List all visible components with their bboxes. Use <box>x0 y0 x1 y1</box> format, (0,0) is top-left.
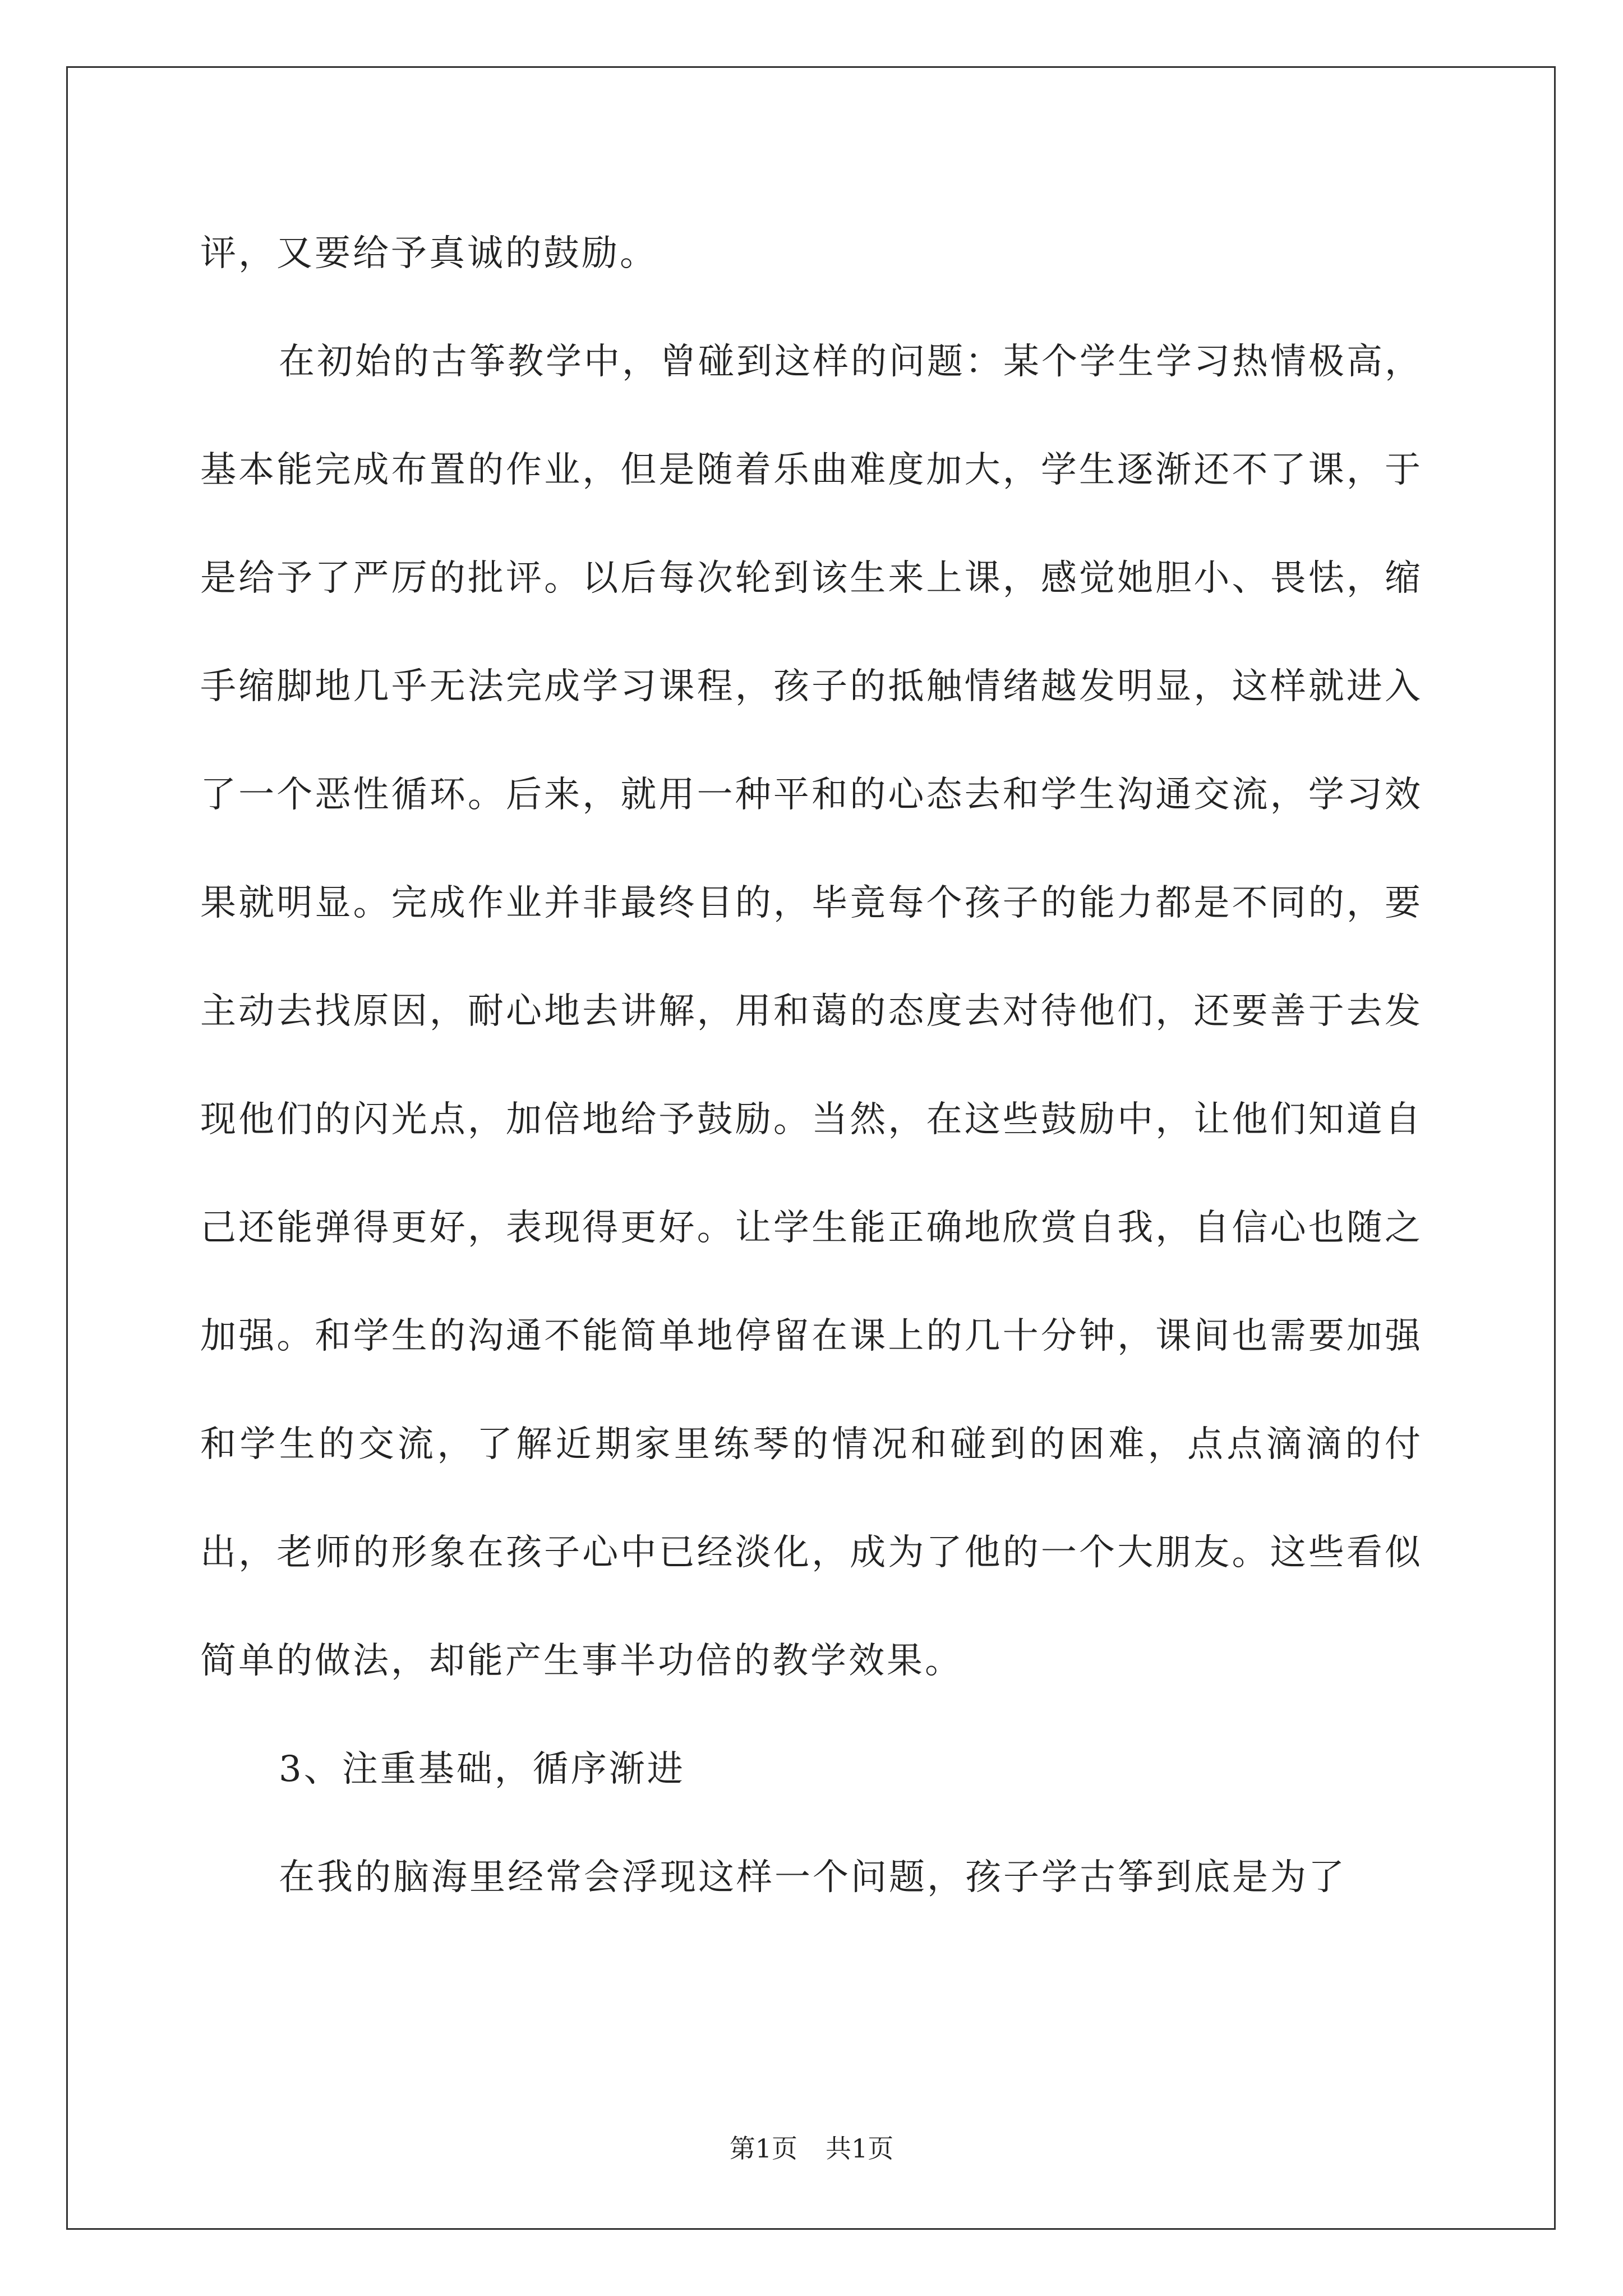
page-footer <box>0 2132 1623 2165</box>
document-body <box>200 200 1423 1932</box>
paragraph: 在初始的古筝教学中，曾碰到这样的问题：某个学生学习热情极高，基本能完成布置的作业，但是随着乐曲难度加大，学生逐渐还不了课，于是给予了严厉的批评。以后每次轮到该生来上课，感觉她胆小、畏怯，缩手缩脚地几乎无法完成学习课程，孩子的抵触情绪越发明显，这样就进入了一个恶性循环。后来，就用一种平和的心态去和学生沟通交流，学习效果就明显。完成作业并非最终目的，毕竟每个孩子的能力都是不同的，要主动去找原因，耐心地去讲解，用和蔼的态度去对待他们，还要善于去发现他们的闪光点，加倍地给予鼓励。当然，在这些鼓励中，让他们知道自己还能弹得更好，表现得更好。让学生能正确地欣赏自我，自信心也随之加强。和学生的沟通不能简单地停留在课上的几十分钟，课间也需要加强和学生的交流，了解近期家里练琴的情况和碰到的困难，点点滴滴的付出，老师的形象在孩子心中已经淡化，成为了他的一个大朋友。这些看似简单的做法，却能产生事半功倍的教学效果。 <box>200 341 1423 1682</box>
page-number: 第1页 <box>729 2133 797 2164</box>
paragraph: 在我的脑海里经常会浮现这样一个问题，孩子学古筝到底是为了 <box>279 1857 1347 1898</box>
page-total: 共1页 <box>826 2133 894 2164</box>
paragraph: 评，又要给予真诚的鼓励。 <box>200 233 658 274</box>
section-heading: 3、注重基础，循序渐进 <box>279 1749 685 1790</box>
